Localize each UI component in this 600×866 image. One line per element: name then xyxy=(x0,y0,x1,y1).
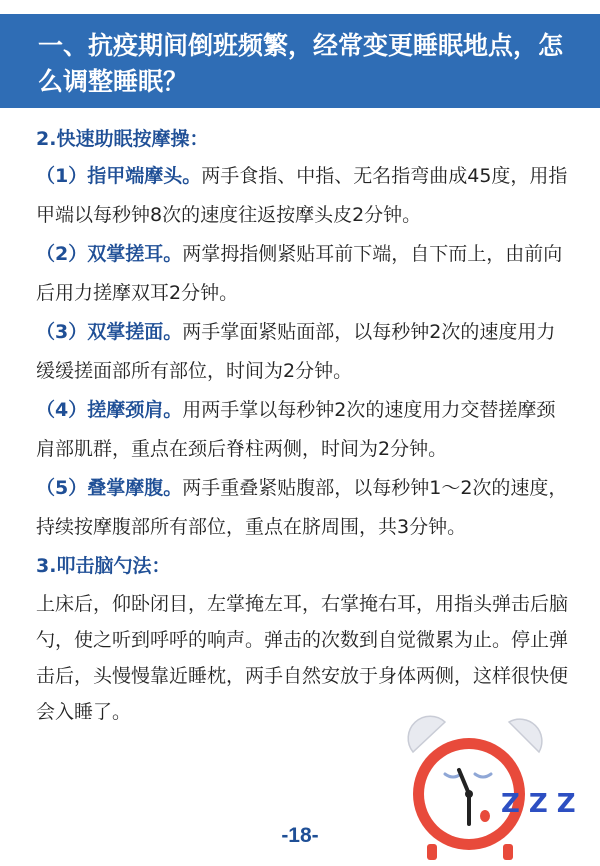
massage-step-1 xyxy=(36,157,572,235)
step-title: （5）叠掌摩腹。 xyxy=(36,477,183,499)
article-body xyxy=(36,120,572,730)
page-number: -18- xyxy=(281,824,319,847)
mouth xyxy=(480,810,490,822)
massage-step-4 xyxy=(36,391,572,469)
massage-step-3 xyxy=(36,313,572,391)
step-title: （2）双掌搓耳。 xyxy=(36,243,183,265)
right-bell xyxy=(509,719,542,752)
zzz-text: Z Z Z xyxy=(501,789,576,819)
step-text: 两手重叠紧贴腹部，以每秒钟1～2次的速度，持续按摩腹部所有部位，重点在脐周围，共3分钟。 xyxy=(36,477,568,538)
section-3-heading: 3.叩击脑勺法： xyxy=(36,555,171,577)
step-title: （4）搓摩颈肩。 xyxy=(36,399,183,421)
step-text: 两掌拇指侧紧贴耳前下端，自下而上，由前向后用力搓摩双耳2分钟。 xyxy=(36,243,563,304)
step-text: 两手掌面紧贴面部，以每秒钟2次的速度用力缓缓搓面部所有部位，时间为2分钟。 xyxy=(36,321,556,382)
title-banner xyxy=(0,14,600,108)
step-title: （3）双掌搓面。 xyxy=(36,321,183,343)
section-2-heading: 2.快速助眠按摩操： xyxy=(36,128,209,150)
section-3-paragraph: 上床后，仰卧闭目，左掌掩左耳，右掌掩右耳，用指头弹击后脑勺，使之听到呼呼的响声。弹击的次数到自觉微累为止。停止弹击后，头慢慢靠近睡枕，两手自然安放于身体两侧，这样很快便会入睡了。 xyxy=(36,593,569,723)
step-title: （1）指甲端摩头。 xyxy=(36,165,202,187)
hands-pivot xyxy=(465,790,473,798)
massage-step-2 xyxy=(36,235,572,313)
step-text: 用两手掌以每秒钟2次的速度用力交替搓摩颈肩部肌群，重点在颈后脊柱两侧，时间为2分钟。 xyxy=(36,399,556,460)
page-title: 一、抗疫期间倒班频繁，经常变更睡眠地点，怎么调整睡眠？ xyxy=(38,31,564,96)
massage-step-5 xyxy=(36,469,572,547)
step-text: 两手食指、中指、无名指弯曲成45度，用指甲端以每秒钟8次的速度往返按摩头皮2分钟。 xyxy=(36,165,568,226)
